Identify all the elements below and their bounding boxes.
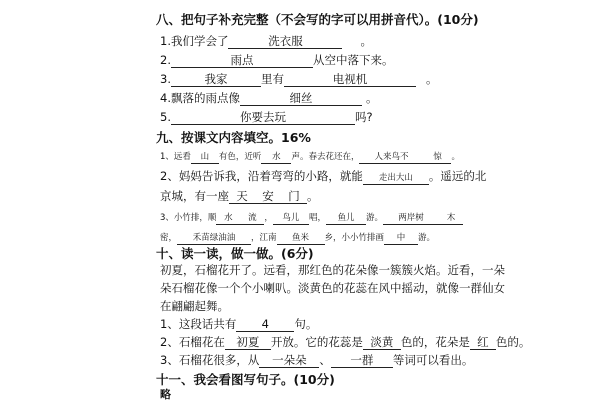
s9-q2-part4: 。 xyxy=(307,189,319,203)
s10-paragraph-line-1: 初夏，石榴花开了。远看，那红色的花朵像一簇簇火焰。近看，一朵 xyxy=(160,263,505,277)
s8-q1-end: 。 xyxy=(360,34,372,48)
s10-q2-part2: 开放。它的花蕊是 xyxy=(270,335,363,349)
s8-q2-prefix: 2. xyxy=(160,53,171,67)
s10-q2-part1: 2、石榴花在 xyxy=(160,335,225,349)
s10-q2-part3: 色的，花朵是 xyxy=(400,335,470,349)
s10-q2-part4: 色的。 xyxy=(495,335,531,349)
s10-q3-part1: 3、石榴花很多，从 xyxy=(160,353,260,367)
s9-question-3-line-1 xyxy=(160,211,463,225)
s10-q1-part2: 句。 xyxy=(294,317,318,331)
s8-q1-answer: 洗衣服 xyxy=(228,35,342,49)
s9-q1-part3: 声。春去花还在， xyxy=(291,152,360,162)
s8-question-5 xyxy=(160,109,373,125)
s8-q1-prefix: 1.我们学会了 xyxy=(160,34,229,48)
s9-q3-answer-2: 流 xyxy=(240,214,264,225)
s8-q3-answer-2: 电视机 xyxy=(284,73,416,87)
s10-q1-answer: 4 xyxy=(236,318,294,332)
s10-question-2 xyxy=(160,334,530,350)
s10-question-3 xyxy=(160,352,473,368)
s8-q3-answer-1: 我家 xyxy=(171,73,261,87)
s9-q3-part4: 游。 xyxy=(365,213,383,223)
s8-q4-answer: 细丝 xyxy=(240,92,362,106)
s9-q1-part1: 1、远看 xyxy=(160,152,191,162)
s10-paragraph-line-2: 朵石榴花像一个个小喇叭。淡黄色的花蕊在风中摇动，就像一群仙女 xyxy=(160,281,505,295)
s8-question-2 xyxy=(160,52,393,68)
s9-q3-part1: 3、小竹排，顺 xyxy=(160,213,217,223)
s9-q1-answer-2: 水 xyxy=(261,153,291,164)
s8-q3-prefix: 3. xyxy=(160,72,171,86)
s9-q1-part4: 。 xyxy=(451,152,460,162)
s10-q2-answer-2: 淡黄 xyxy=(363,336,401,350)
s8-question-4 xyxy=(160,90,377,106)
s10-q2-answer-1: 初夏 xyxy=(225,336,271,350)
s9-q3-part8: 游。 xyxy=(418,233,436,243)
s9-q3-answer-5: 两岸树 xyxy=(383,214,439,225)
s8-q5-prefix: 5. xyxy=(160,110,171,124)
s9-q1-answer-4: 惊 xyxy=(423,153,451,164)
section-9-title: 九、按课文内容填空。16% xyxy=(156,130,311,145)
s8-q5-end: 吗? xyxy=(354,110,373,124)
s10-q3-answer-2: 一群 xyxy=(331,354,393,368)
s8-q3-end: 。 xyxy=(425,72,438,86)
s9-q3-answer-9: 中 xyxy=(384,234,418,245)
s10-q2-answer-3: 红 xyxy=(470,336,496,350)
s9-q3-answer-1: 水 xyxy=(216,214,240,225)
s9-question-2-line-1 xyxy=(160,168,486,185)
section-11-answer: 略 xyxy=(160,388,171,400)
s9-q2-part3: 京城，有一座 xyxy=(160,189,229,203)
s10-paragraph-line-3: 在翩翩起舞。 xyxy=(160,299,229,313)
s8-q4-end: 。 xyxy=(365,91,378,105)
s9-q3-answer-8: 鱼米 xyxy=(277,234,325,245)
s9-q2-answer-1: 走出大山 xyxy=(363,174,429,185)
s9-question-2-line-2 xyxy=(160,188,319,204)
s8-q2-answer: 雨点 xyxy=(171,54,313,68)
s10-q1-part1: 1、这段话共有 xyxy=(160,317,237,331)
s9-q3-part2: ， xyxy=(264,213,273,223)
s9-q2-answer-3: 安 xyxy=(255,190,281,204)
s9-q3-part6: ，江南 xyxy=(251,233,277,243)
s10-question-1 xyxy=(160,316,317,332)
s8-question-3 xyxy=(160,71,437,87)
s9-q3-part3: 唱， xyxy=(308,213,326,223)
s10-q3-part3: 等词可以看出。 xyxy=(392,353,474,367)
s9-question-1 xyxy=(160,150,460,164)
s9-q3-answer-7: 禾苗绿油油 xyxy=(177,234,251,245)
s9-q2-part1: 2、妈妈告诉我，沿着弯弯的小路，就能 xyxy=(160,169,363,183)
s9-q1-part2: 有色，近听 xyxy=(218,152,262,162)
s8-q4-prefix: 4.飘落的雨点像 xyxy=(160,91,240,105)
s9-q2-part2: 。遥远的北 xyxy=(428,169,487,183)
s9-q3-answer-3: 鸟儿 xyxy=(273,214,309,225)
section-11-title: 十一、我会看图写句子。(10分) xyxy=(156,372,335,387)
s8-question-1 xyxy=(160,33,372,49)
s9-q3-part7: 乡，小小竹排画 xyxy=(324,233,385,243)
s9-q3-part5: 密， xyxy=(160,233,178,243)
s9-q1-answer-3: 人来鸟不 xyxy=(359,153,423,164)
s9-q3-answer-4: 鱼儿 xyxy=(326,214,366,225)
section-8-title: 八、把句子补充完整（不会写的字可以用拼音代）。(10分) xyxy=(156,12,479,27)
s10-q3-answer-1: 一朵朵 xyxy=(259,354,319,368)
s9-q2-answer-2: 天 xyxy=(229,190,255,204)
s9-q1-answer-1: 山 xyxy=(191,153,219,164)
s8-q5-answer: 你要去玩 xyxy=(171,111,355,125)
s9-question-3-line-2 xyxy=(160,231,435,245)
s8-q2-middle: 从空中落下来。 xyxy=(312,53,394,67)
s10-q3-part2: 、 xyxy=(319,353,331,367)
s9-q2-answer-4: 门 xyxy=(281,190,307,204)
s8-q3-middle: 里有 xyxy=(260,72,284,86)
section-10-title: 十、读一读，做一做。(6分) xyxy=(156,246,314,261)
s9-q3-answer-6: 木 xyxy=(439,214,463,225)
